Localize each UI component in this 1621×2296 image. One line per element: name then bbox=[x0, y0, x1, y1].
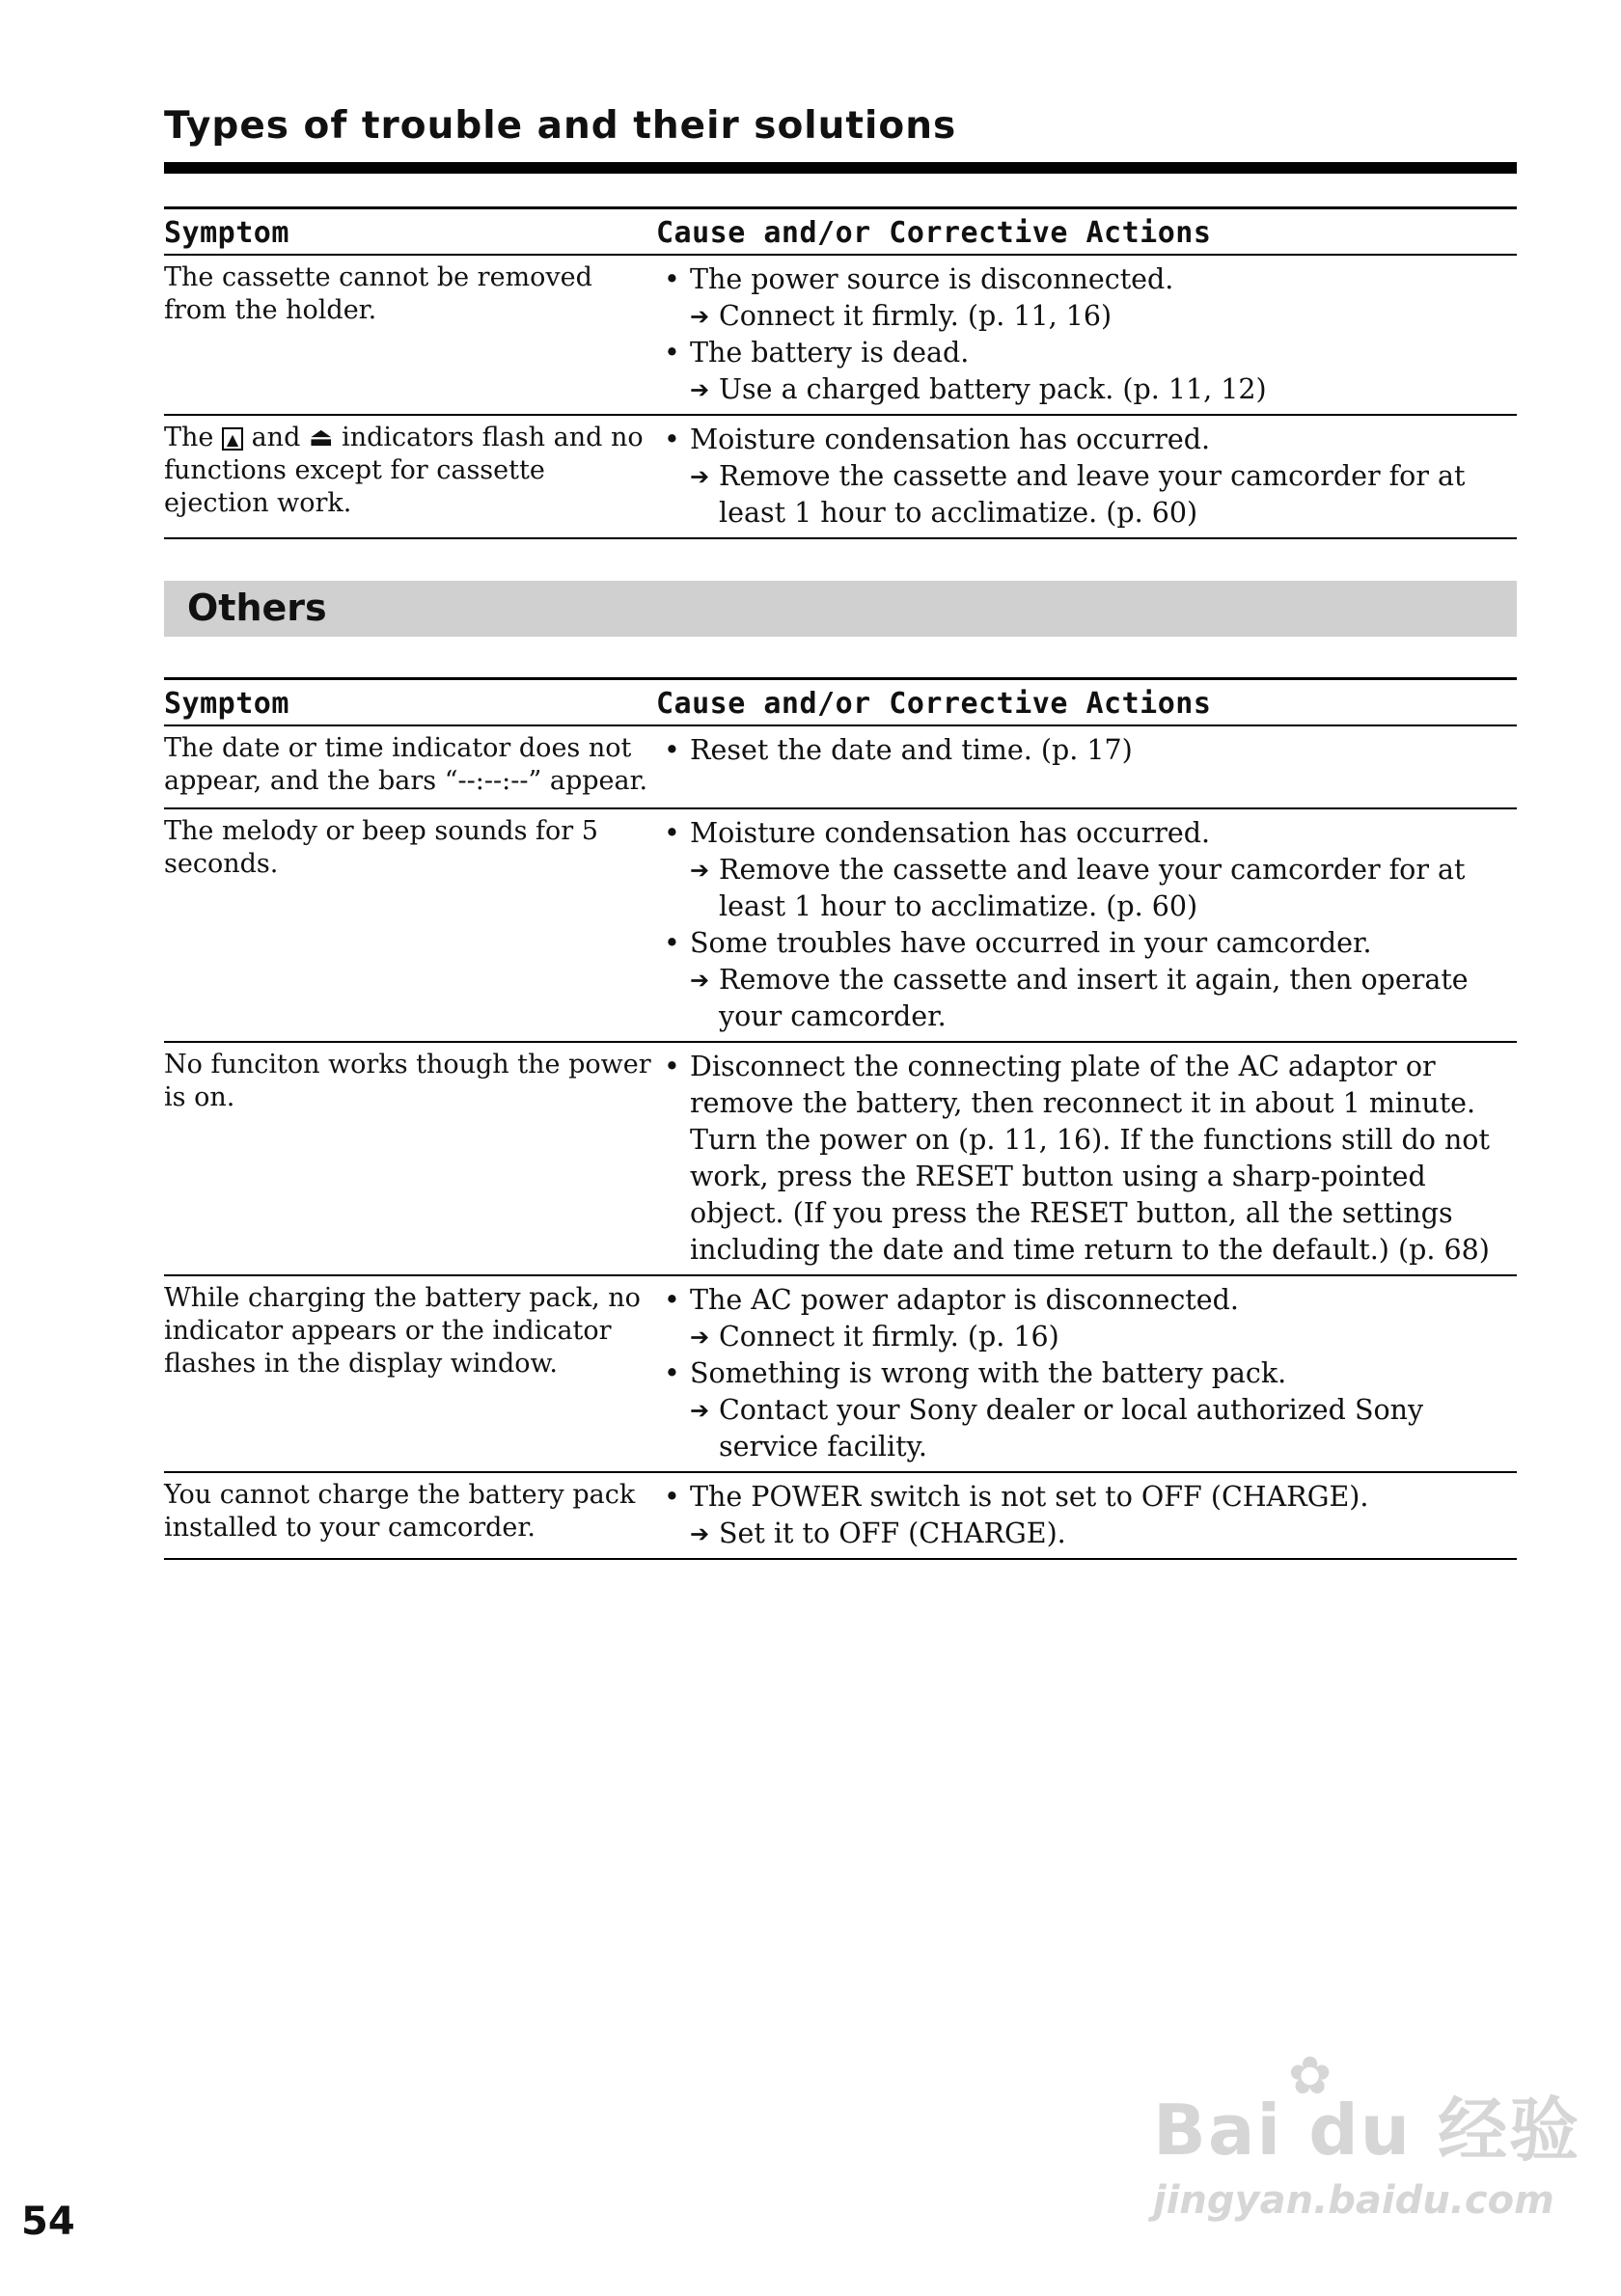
symptom-cell: While charging the battery pack, no indicator appears or the indicator flashes in the display window. bbox=[164, 1275, 656, 1472]
table-row bbox=[164, 415, 1517, 538]
action-arrow-item: ➔ Connect it firmly. (p. 11, 16) bbox=[656, 298, 1517, 335]
cassette-indicator-icon: ▲ bbox=[222, 427, 243, 451]
symptom-text-pre: The bbox=[164, 423, 214, 452]
cause-bullet: • Moisture condensation has occurred. bbox=[656, 422, 1517, 458]
table-row bbox=[164, 255, 1517, 415]
cause-header: Cause and/or Corrective Actions bbox=[656, 208, 1517, 256]
action-arrow-item: ➔ Remove the cassette and leave your camcorder for at least 1 hour to acclimatize. (p. 60) bbox=[656, 852, 1517, 925]
watermark-site: jingyan.baidu.com bbox=[1153, 2178, 1554, 2223]
action-arrow-item: ➔ Use a charged battery pack. (p. 11, 12) bbox=[656, 371, 1517, 408]
cause-bullet: • The battery is dead. bbox=[656, 335, 1517, 371]
action-arrow-item: ➔ Connect it firmly. (p. 16) bbox=[656, 1319, 1517, 1355]
title-rule bbox=[164, 162, 1517, 174]
action-arrow-item: ➔ Remove the cassette and insert it again, then operate your camcorder. bbox=[656, 962, 1517, 1035]
cause-bullet: • Disconnect the connecting plate of the AC adaptor or remove the battery, then reconnect it in about 1 minute. Turn the power on (p. 11, 16). If the functions still do not work, press the RESET button using a sharp-pointed object. (If you press the RESET button, all the settings including the date and time return to the default.) (p. 68) bbox=[656, 1049, 1517, 1269]
action-arrow-item: ➔ Contact your Sony dealer or local authorized Sony service facility. bbox=[656, 1392, 1517, 1465]
table-row bbox=[164, 1472, 1517, 1559]
action-arrow-item: ➔ Set it to OFF (CHARGE). bbox=[656, 1516, 1517, 1552]
cause-bullet: • The power source is disconnected. bbox=[656, 261, 1517, 298]
table-header-row bbox=[164, 679, 1517, 726]
baidu-watermark bbox=[1153, 2045, 1581, 2223]
symptom-cell: The melody or beep sounds for 5 seconds. bbox=[164, 808, 656, 1042]
action-arrow-item: ➔ Remove the cassette and leave your camcorder for at least 1 hour to acclimatize. (p. 60) bbox=[656, 458, 1517, 532]
cause-bullet: • Moisture condensation has occurred. bbox=[656, 815, 1517, 852]
action-cell bbox=[656, 1042, 1517, 1275]
paw-icon: ✿ bbox=[1288, 2045, 1333, 2106]
cause-bullet: • Something is wrong with the battery pack. bbox=[656, 1355, 1517, 1392]
action-cell bbox=[656, 415, 1517, 538]
page-number: 54 bbox=[21, 2200, 75, 2244]
action-cell bbox=[656, 1472, 1517, 1559]
table-row bbox=[164, 725, 1517, 808]
symptom-text-mid: and bbox=[251, 423, 301, 452]
table-row bbox=[164, 1275, 1517, 1472]
cause-bullet: • The POWER switch is not set to OFF (CHARGE). bbox=[656, 1479, 1517, 1516]
action-cell bbox=[656, 1275, 1517, 1472]
action-cell bbox=[656, 725, 1517, 808]
table-row bbox=[164, 808, 1517, 1042]
section-heading-text: Others bbox=[187, 587, 327, 629]
trouble-table-others bbox=[164, 677, 1517, 1560]
table-row bbox=[164, 1042, 1517, 1275]
action-cell bbox=[656, 808, 1517, 1042]
cause-bullet: • Reset the date and time. (p. 17) bbox=[656, 732, 1517, 769]
symptom-cell: No funciton works though the power is on. bbox=[164, 1042, 656, 1275]
symptom-cell: The cassette cannot be removed from the holder. bbox=[164, 255, 656, 415]
cause-bullet: • The AC power adaptor is disconnected. bbox=[656, 1282, 1517, 1319]
symptom-cell bbox=[164, 415, 656, 538]
cause-header: Cause and/or Corrective Actions bbox=[656, 679, 1517, 726]
trouble-table-cassette bbox=[164, 206, 1517, 539]
symptom-cell: You cannot charge the battery pack installed to your camcorder. bbox=[164, 1472, 656, 1559]
eject-icon: ⏏ bbox=[308, 423, 334, 452]
symptom-header: Symptom bbox=[164, 208, 656, 256]
cause-bullet: • Some troubles have occurred in your camcorder. bbox=[656, 925, 1517, 962]
symptom-text-post: indicators flash and no functions except for cassette ejection work. bbox=[164, 423, 644, 518]
symptom-cell: The date or time indicator does not appear, and the bars “--:--:--” appear. bbox=[164, 725, 656, 808]
symptom-header: Symptom bbox=[164, 679, 656, 726]
action-cell bbox=[656, 255, 1517, 415]
page-title: Types of trouble and their solutions bbox=[164, 104, 957, 148]
watermark-brand: Bai du 经验 bbox=[1153, 2090, 1581, 2171]
section-heading-others bbox=[164, 581, 1517, 637]
table-header-row bbox=[164, 208, 1517, 256]
